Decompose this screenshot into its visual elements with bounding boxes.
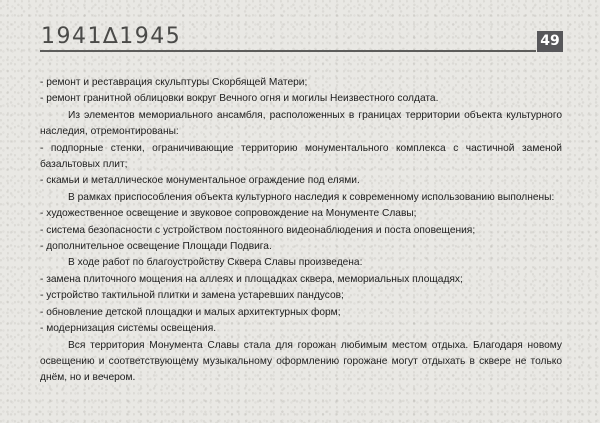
- list-item: - подпорные стенки, ограничивающие территорию монументального комплекса с частичной заменой базальтовых плит;: [40, 142, 562, 171]
- paragraph: В ходе работ по благоустройству Сквера Славы произведена:: [68, 257, 363, 269]
- paragraph: Вся территория Монумента Славы стала для горожан любимым местом отдыха. Благодаря новому освещению и соответствующему музыкальному оформлению горожане могут отдыхать в сквере не только днём, но и вечером.: [40, 339, 562, 384]
- paragraph: В рамках приспособления объекта культурного наследия к современному использованию выполнены:: [68, 191, 555, 203]
- list-item: - художественное освещение и звуковое сопровождение на Монументе Славы;: [40, 208, 417, 220]
- header-divider: [40, 50, 536, 52]
- paragraph: Из элементов мемориального ансамбля, расположенных в границах территории объекта культурного наследия, отремонтированы:: [40, 109, 562, 138]
- list-item: - система безопасности с устройством постоянного видеонаблюдения и поста оповещения;: [40, 224, 476, 236]
- page-header: [0, 0, 600, 58]
- chapter-title: 1941∆1945: [41, 24, 182, 49]
- list-item: - ремонт гранитной облицовки вокруг Вечного огня и могилы Неизвестного солдата.: [40, 93, 439, 105]
- list-item: - модернизация системы освещения.: [40, 323, 217, 335]
- list-item: - замена плиточного мощения на аллеях и площадках сквера, мемориальных площадях;: [40, 273, 463, 285]
- page-number-badge: 49: [537, 31, 563, 52]
- list-item: - ремонт и реставрация скульптуры Скорбящей Матери;: [40, 77, 308, 88]
- list-item: - дополнительное освещение Площади Подвига.: [40, 241, 272, 253]
- body-text: [40, 75, 562, 387]
- list-item: - обновление детской площадки и малых архитектурных форм;: [40, 306, 341, 318]
- list-item: - скамьи и металлическое монументальное ограждение под елями.: [40, 175, 360, 187]
- list-item: - устройство тактильной плитки и замена устаревших пандусов;: [40, 290, 344, 302]
